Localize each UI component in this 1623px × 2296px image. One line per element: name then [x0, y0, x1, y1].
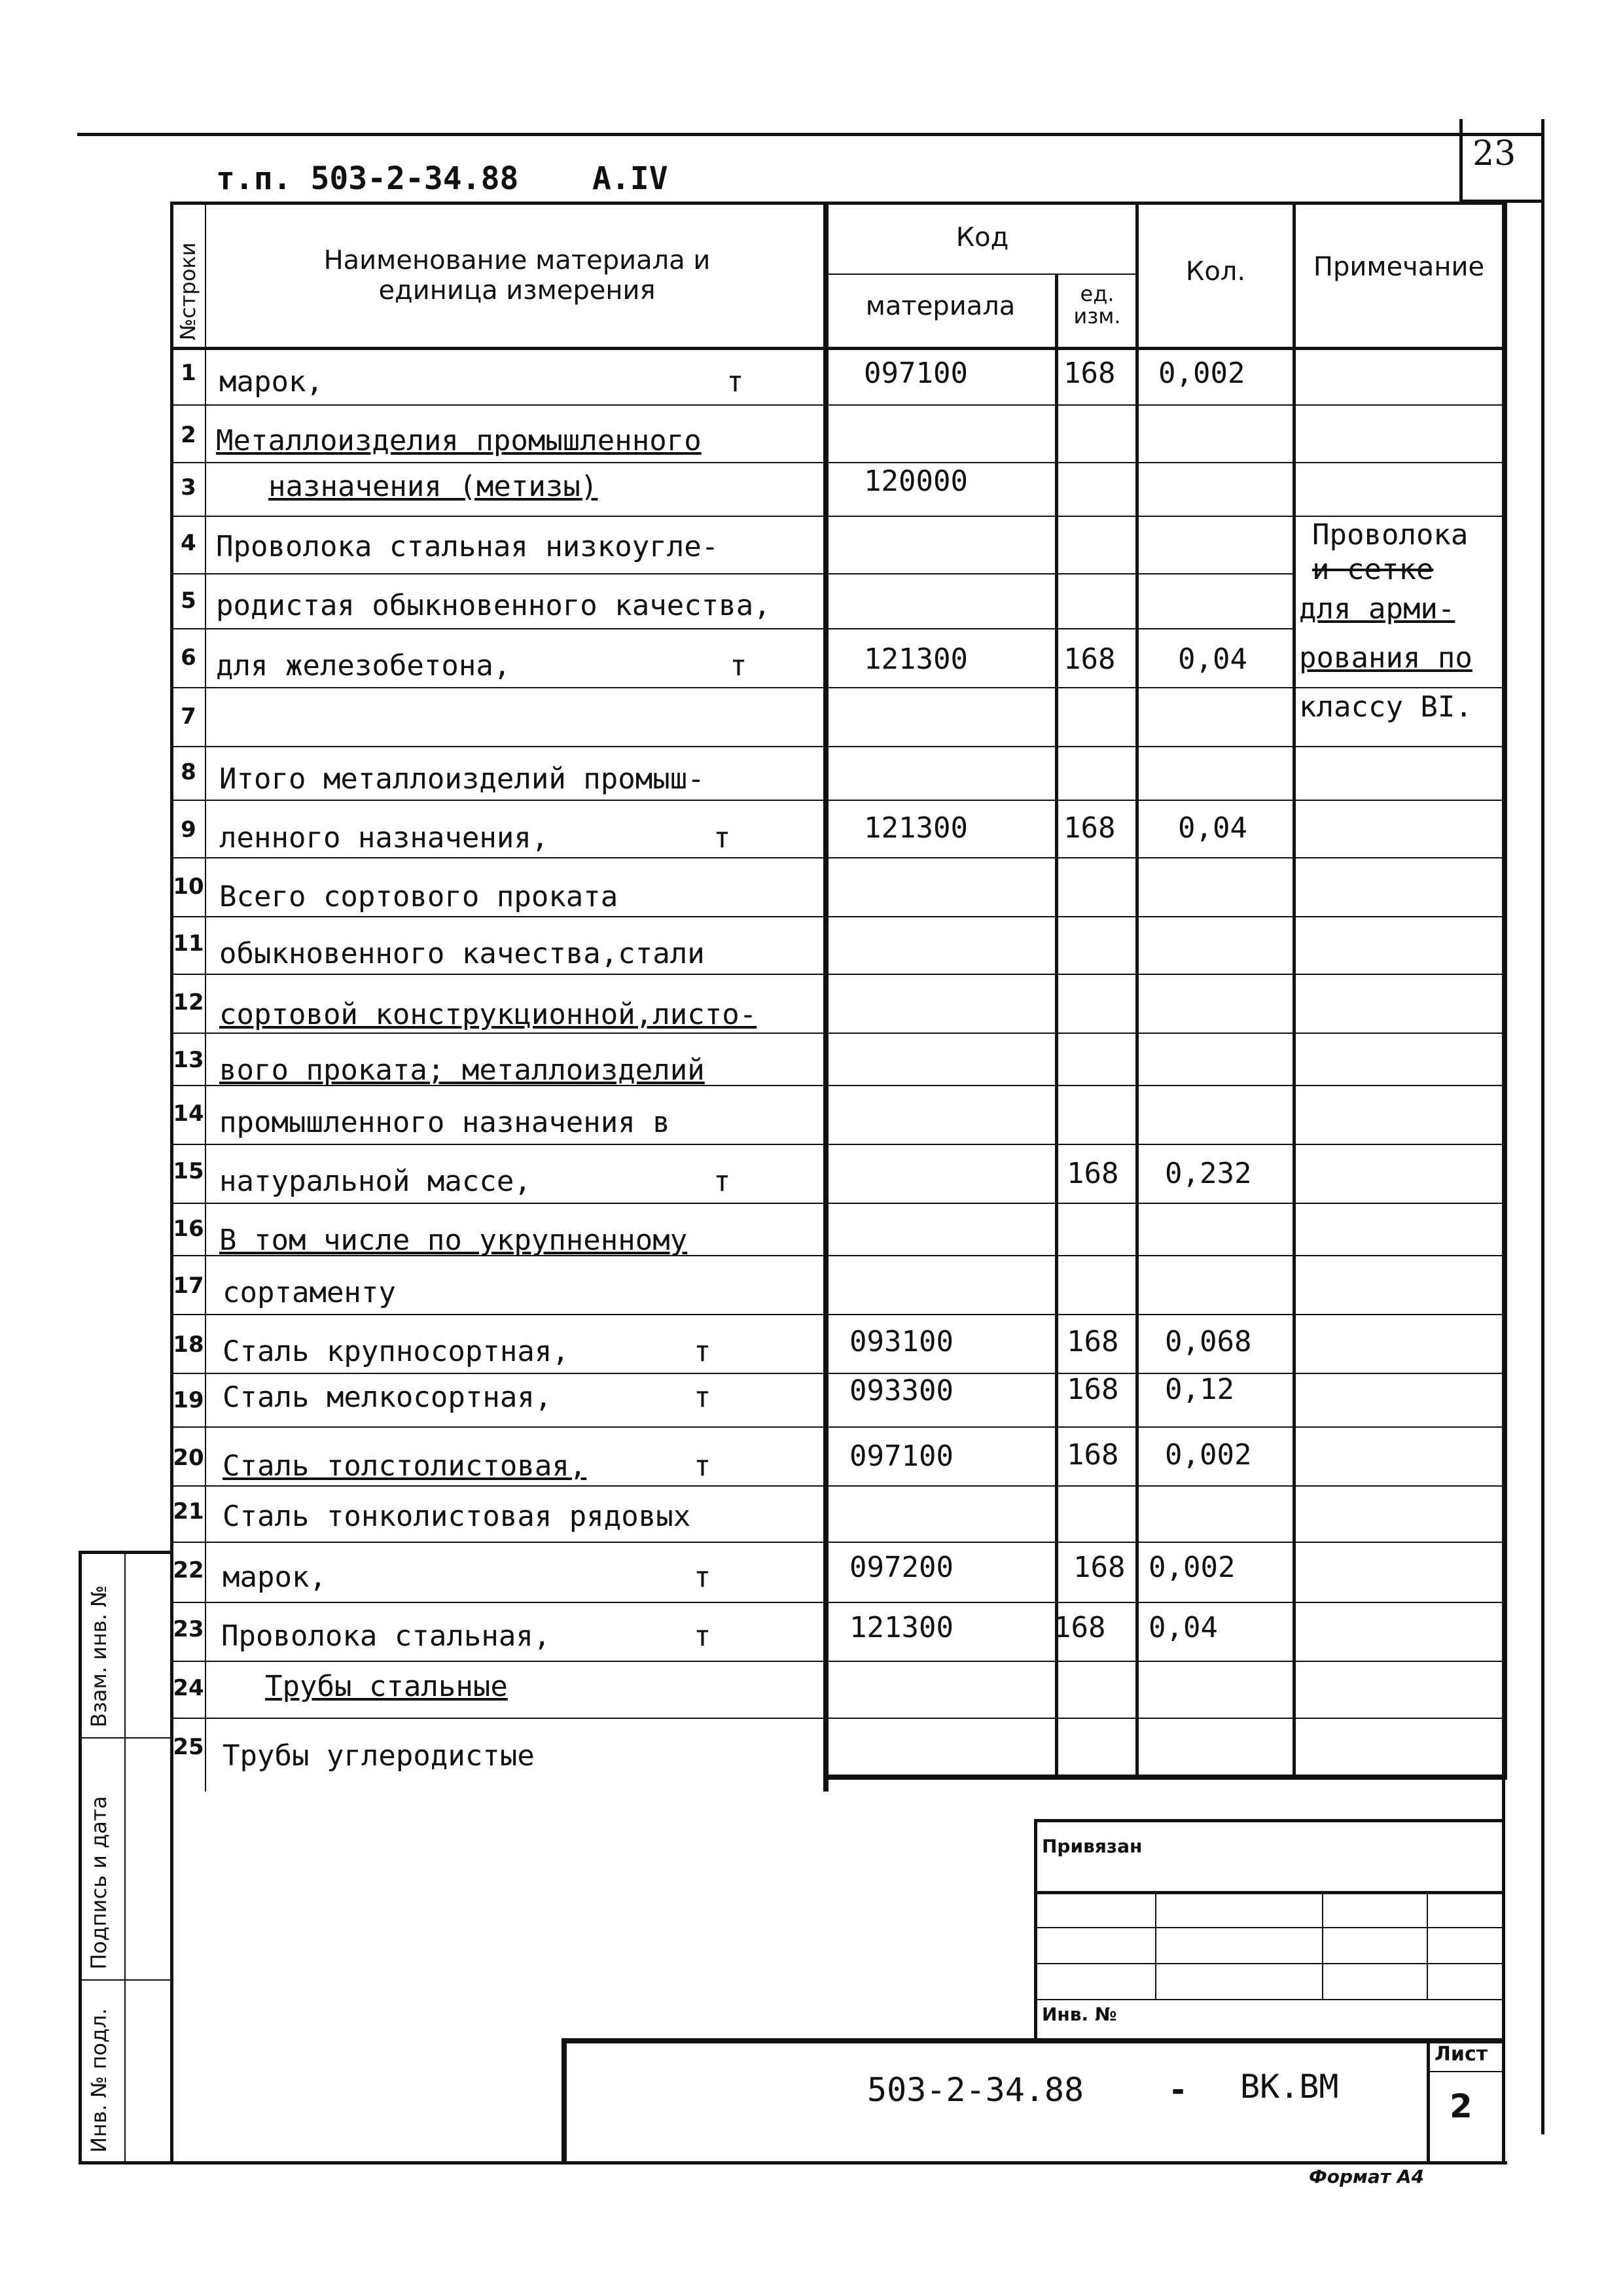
tb-left	[1034, 1819, 1037, 2041]
row-number: 2	[181, 422, 196, 448]
row-code: 097100	[849, 1439, 954, 1473]
row-number: 18	[173, 1332, 204, 1358]
doc-album: А.IV	[592, 160, 668, 197]
row-unit: т	[694, 1381, 711, 1414]
row-qty: 0,04	[1178, 643, 1247, 676]
table-top	[170, 202, 1507, 205]
tb-sheet-left	[1427, 2038, 1430, 2163]
row-name: вого проката; металлоизделий	[219, 1053, 705, 1087]
row-ed: 168	[1067, 1373, 1119, 1406]
row-line	[170, 628, 1293, 629]
row-qty: 0,04	[1178, 811, 1247, 845]
tb-line	[1034, 1927, 1504, 1928]
note-line: рования по	[1299, 641, 1472, 675]
row-ed: 168	[1067, 1325, 1119, 1358]
stamp-divider	[124, 1551, 126, 2164]
tb-dash: -	[1168, 2071, 1188, 2109]
tb-col	[1155, 1891, 1156, 1999]
stamp-top	[79, 1551, 170, 1554]
row-line	[170, 974, 1507, 975]
row-number: 12	[173, 989, 204, 1016]
page-number: 23	[1472, 134, 1516, 173]
row-number: 17	[173, 1273, 204, 1299]
row-name: Трубы углеродистые	[223, 1739, 535, 1773]
doc-project-code: т.п. 503-2-34.88	[216, 160, 519, 197]
row-line	[170, 1314, 1507, 1315]
row-number: 1	[181, 360, 196, 386]
row-name: для железобетона,	[216, 649, 511, 682]
tb-line	[1034, 1891, 1504, 1894]
row-line	[170, 1426, 1507, 1428]
stamp-inv: Инв. № подл.	[86, 2008, 111, 2153]
row-line	[170, 1203, 1507, 1204]
tb-top	[1034, 1819, 1504, 1822]
row-unit: т	[730, 649, 747, 682]
frame-right-lower	[1502, 1775, 1505, 2163]
row-name: натуральной массе,	[219, 1165, 531, 1198]
row-ed: 168	[1063, 357, 1116, 390]
row-name: промышленного назначения в	[219, 1106, 670, 1139]
table-bottom	[823, 1775, 1507, 1780]
row-name: родистая обыкновенного качества,	[216, 589, 771, 622]
row-line	[170, 746, 1507, 747]
table-header-bottom	[170, 347, 1507, 350]
row-unit: т	[694, 1335, 711, 1368]
row-name: Всего сортового проката	[219, 880, 618, 913]
row-code: 097200	[849, 1551, 954, 1584]
row-qty: 0,002	[1158, 357, 1245, 390]
row-number: 9	[181, 817, 196, 843]
row-line	[170, 1033, 1507, 1034]
row-ed: 168	[1067, 1438, 1119, 1472]
page-number-box-left	[1459, 119, 1463, 203]
tb-col	[1322, 1891, 1323, 1999]
tb-main-left	[562, 2038, 567, 2163]
row-name: Проволока стальная низкоугле-	[216, 530, 719, 563]
tb-line	[1034, 1963, 1504, 1964]
tb-line	[1034, 1999, 1504, 2000]
row-number: 21	[173, 1498, 204, 1525]
row-name: Итого металлоизделий промыш-	[219, 762, 705, 796]
row-unit: т	[713, 1165, 731, 1198]
tb-col	[1427, 1891, 1428, 1999]
tb-inv-no: Инв. №	[1042, 2004, 1117, 2025]
row-number: 22	[173, 1557, 204, 1583]
row-unit: т	[713, 821, 731, 855]
tb-privyazan: Привязан	[1042, 1835, 1143, 1857]
stamp-left-edge	[79, 1551, 82, 2164]
row-number: 11	[173, 930, 204, 957]
header-name: Наименование материала и единица измерения	[323, 245, 711, 306]
header-code-material: материала	[865, 291, 1016, 321]
note-line: Проволока	[1312, 518, 1469, 552]
row-qty: 0,002	[1149, 1551, 1236, 1584]
row-name: Сталь толстолистовая,	[223, 1449, 587, 1483]
stamp-line	[79, 1979, 170, 1981]
material-col-line	[1055, 274, 1058, 1778]
row-name: Сталь мелкосортная,	[223, 1381, 552, 1414]
name-col-line	[823, 202, 829, 1792]
tb-doc-code: 503-2-34.88	[867, 2071, 1084, 2109]
row-code: 097100	[864, 357, 968, 390]
row-code: 121300	[864, 811, 968, 845]
row-number: 15	[173, 1158, 204, 1184]
row-name: обыкновенного качества,стали	[219, 937, 705, 970]
row-number: 3	[181, 474, 196, 501]
row-ed: 168	[1063, 643, 1116, 676]
row-ed: 168	[1063, 811, 1116, 845]
row-line	[170, 687, 1507, 688]
code-subheader-line	[826, 274, 1139, 275]
row-qty: 0,04	[1149, 1611, 1218, 1644]
row-code: 121300	[864, 643, 968, 676]
row-line	[170, 1718, 1507, 1719]
row-line	[170, 1542, 1507, 1543]
row-ed: 168	[1073, 1551, 1126, 1584]
bottom-frame	[79, 2161, 1507, 2164]
row-name: ленного назначения,	[219, 821, 549, 855]
row-code: 093300	[849, 1374, 954, 1407]
row-name: Проволока стальная,	[221, 1619, 551, 1653]
row-line	[170, 516, 1507, 517]
row-number: 23	[173, 1616, 204, 1642]
row-line	[170, 857, 1507, 858]
row-unit: т	[694, 1449, 711, 1483]
stamp-line	[79, 1737, 170, 1739]
note-line: для арми-	[1299, 592, 1455, 626]
row-number: 6	[181, 645, 196, 671]
note-line: классу BI.	[1299, 690, 1472, 724]
row-number: 16	[173, 1216, 204, 1242]
row-line	[170, 462, 1507, 463]
row-name: сортовой конструкционной,листо-	[219, 998, 757, 1031]
row-number: 24	[173, 1675, 204, 1701]
row-number: 5	[181, 588, 196, 614]
row-name: В том числе по укрупненному	[219, 1224, 688, 1257]
row-number: 13	[173, 1047, 204, 1073]
row-number: 7	[181, 703, 196, 730]
tb-sheet-label: Лист	[1435, 2043, 1488, 2066]
row-line	[170, 1485, 1507, 1487]
row-number: 19	[173, 1387, 204, 1413]
page-right-edge	[1541, 119, 1544, 2134]
tb-mark: ВК.ВМ	[1240, 2068, 1339, 2106]
top-frame-line	[77, 133, 1543, 136]
header-code: Код	[955, 222, 1009, 253]
row-unit: т	[694, 1619, 711, 1653]
tb-main-top	[562, 2038, 1504, 2043]
row-number: 8	[181, 759, 196, 785]
stamp-vzam: Взам. инв. №	[86, 1585, 111, 1727]
row-line	[170, 1373, 1507, 1374]
row-number: 14	[173, 1101, 204, 1127]
row-name: назначения (метизы)	[268, 470, 598, 503]
row-ed: 168	[1054, 1611, 1106, 1644]
row-line	[170, 800, 1507, 801]
row-name: Сталь крупносортная,	[223, 1335, 569, 1368]
row-code: 093100	[849, 1325, 954, 1358]
row-line	[170, 1144, 1507, 1145]
row-number: 20	[173, 1445, 204, 1471]
row-unit: т	[694, 1561, 711, 1594]
row-number: 4	[181, 530, 196, 556]
stamp-podpis: Подпись и дата	[86, 1795, 111, 1969]
header-qty: Кол.	[1185, 256, 1246, 287]
row-line	[170, 1661, 1507, 1662]
row-code: 121300	[849, 1611, 954, 1644]
tb-sheet-no: 2	[1450, 2087, 1472, 2125]
row-name: марок,	[223, 1561, 327, 1594]
format-label: Формат А4	[1309, 2166, 1424, 2187]
row-name: Трубы стальные	[265, 1670, 508, 1703]
row-name: Металлоизделия промышленного	[216, 424, 702, 457]
row-qty: 0,068	[1165, 1325, 1252, 1358]
row-qty: 0,12	[1165, 1373, 1234, 1406]
row-unit: т	[726, 365, 744, 398]
row-number: 10	[173, 874, 204, 900]
row-code: 120000	[864, 465, 968, 498]
tb-sheet-line	[1427, 2071, 1504, 2072]
row-ed: 168	[1067, 1157, 1119, 1190]
row-qty: 0,232	[1165, 1157, 1252, 1190]
header-row-number: №строки	[175, 242, 200, 340]
row-name: сортаменту	[223, 1276, 396, 1309]
row-qty: 0,002	[1165, 1438, 1252, 1472]
header-code-unit: ед. изм.	[1073, 281, 1121, 328]
row-line	[170, 916, 1507, 917]
note-line: и сетке	[1312, 553, 1434, 586]
row-name: Сталь тонколистовая рядовых	[223, 1500, 691, 1533]
header-note: Примечание	[1313, 252, 1485, 282]
row-number: 25	[173, 1734, 204, 1760]
row-name: марок,	[219, 365, 323, 398]
row-line	[170, 1602, 1507, 1603]
row-line	[170, 404, 1507, 406]
row-line	[170, 573, 1293, 574]
